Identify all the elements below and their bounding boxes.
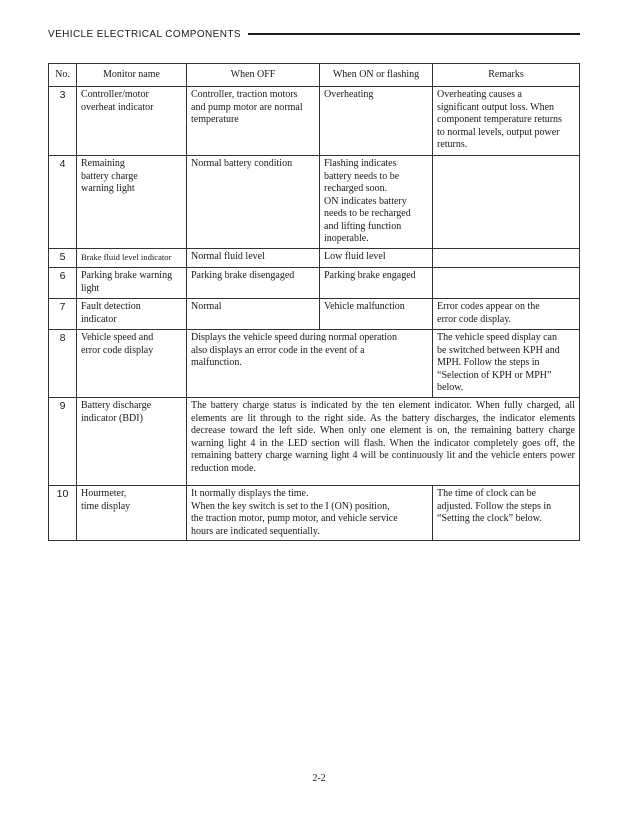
table-row [49,249,580,268]
row-number: 8 [49,330,77,398]
monitor-name: Fault detection indicator [77,299,187,330]
when-on: Flashing indicates battery needs to be recharged soon. ON indicates battery needs to be recharged and lifting function inoperable. [320,156,433,249]
monitor-name: Vehicle speed and error code display [77,330,187,398]
description: Displays the vehicle speed during normal operation also displays an error code in the event of a malfunction. [187,330,433,398]
remarks [433,268,580,299]
when-off: Normal [187,299,320,330]
monitor-name: Brake fluid level indicator [77,249,187,268]
column-header-when-on: When ON or flashing [320,64,433,87]
when-on: Low fluid level [320,249,433,268]
remarks [433,249,580,268]
header-rule [248,33,580,35]
monitor-name: Remaining battery charge warning light [77,156,187,249]
remarks: Error codes appear on the error code display. [433,299,580,330]
table-row [49,330,580,398]
table-row [49,268,580,299]
when-off: Parking brake disengaged [187,268,320,299]
table-row [49,398,580,486]
row-number: 9 [49,398,77,486]
column-header-remarks: Remarks [433,64,580,87]
table-row [49,156,580,249]
column-header-when-off: When OFF [187,64,320,87]
section-title: VEHICLE ELECTRICAL COMPONENTS [48,29,241,40]
table-row [49,87,580,156]
when-on: Vehicle malfunction [320,299,433,330]
row-number: 10 [49,486,77,541]
page-header [48,28,580,42]
when-on: Parking brake engaged [320,268,433,299]
when-off: Controller, traction motors and pump motor are normal temperature [187,87,320,156]
description: It normally displays the time. When the key switch is set to the I (ON) position, the traction motor, pump motor, and vehicle service hours are indicated sequentially. [187,486,433,541]
row-number: 5 [49,249,77,268]
when-off: Normal battery condition [187,156,320,249]
row-number: 6 [49,268,77,299]
description: The battery charge status is indicated by the ten element indicator. When fully charged, all elements are lit through to the right side. As the battery discharges, the indicator elements decrease toward the left side. When only one element is on, the remaining battery charge warning light 4 in the LED section will flash. When the indicator completely goes off, the remaining battery charge warning light 4 will be continuously lit and the vehicle enters power reduction mode. [187,398,580,486]
column-header-monitor-name: Monitor name [77,64,187,87]
when-on: Overheating [320,87,433,156]
monitor-table [48,63,580,541]
remarks: Overheating causes a significant output loss. When component temperature returns to normal levels, output power returns. [433,87,580,156]
when-off: Normal fluid level [187,249,320,268]
table-row [49,486,580,541]
monitor-name: Controller/motor overheat indicator [77,87,187,156]
monitor-name: Battery discharge indicator (BDI) [77,398,187,486]
monitor-name: Hourmeter, time display [77,486,187,541]
page-number: 2-2 [312,773,326,784]
row-number: 4 [49,156,77,249]
remarks: The vehicle speed display can be switched between KPH and MPH. Follow the steps in “Selection of KPH or MPH” below. [433,330,580,398]
remarks [433,156,580,249]
column-header-no: No. [49,64,77,87]
row-number: 3 [49,87,77,156]
table-header-row [49,64,580,87]
row-number: 7 [49,299,77,330]
remarks: The time of clock can be adjusted. Follow the steps in “Setting the clock” below. [433,486,580,541]
monitor-name: Parking brake warning light [77,268,187,299]
table-row [49,299,580,330]
